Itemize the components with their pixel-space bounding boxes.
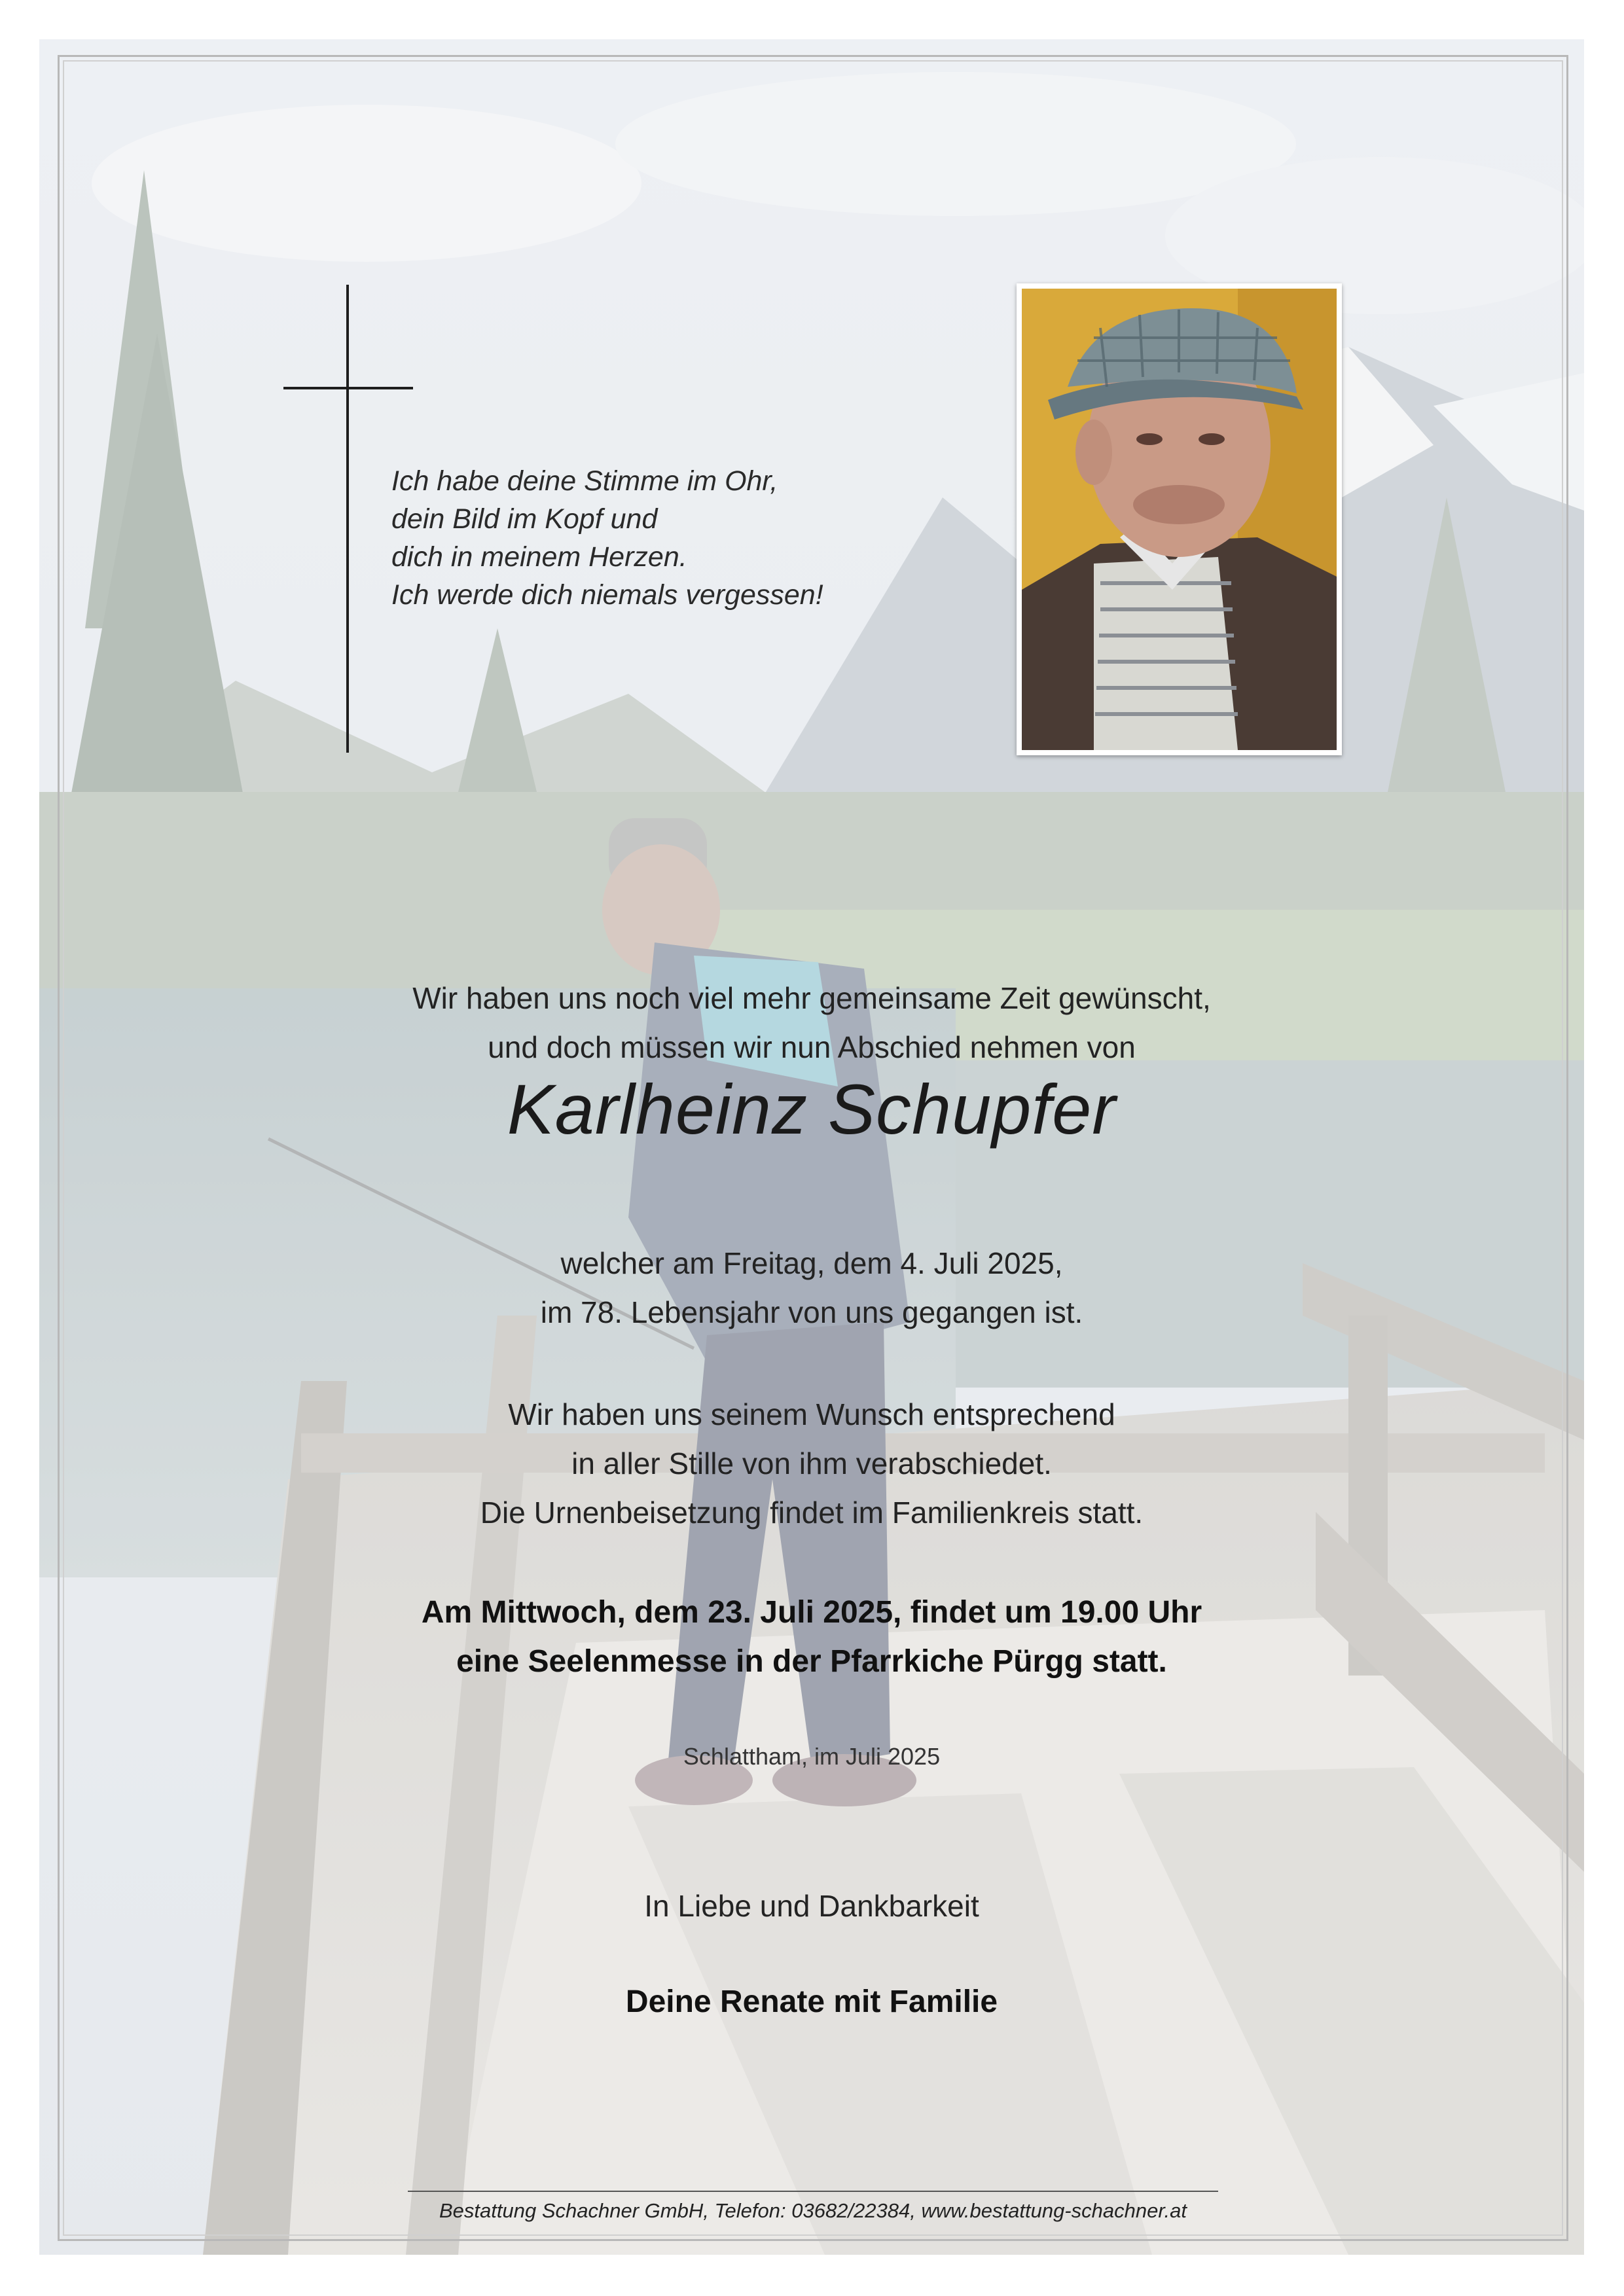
mass-line: eine Seelenmesse in der Pfarrkiche Pürgg statt.	[456, 1644, 1167, 1679]
death-date-text	[164, 1239, 1460, 1337]
death-line: im 78. Lebensjahr von uns gegangen ist.	[540, 1295, 1083, 1329]
memorial-mass-text	[164, 1588, 1460, 1686]
place-date-text: Schlattham, im Juli 2025	[683, 1743, 941, 1770]
poem-line: Ich habe deine Stimme im Ohr,	[391, 465, 778, 497]
footer-divider	[408, 2191, 1218, 2192]
family-line: Deine Renate mit Familie	[625, 1984, 998, 2019]
cross-vertical-bar	[346, 285, 349, 753]
memorial-poem	[391, 462, 981, 614]
poem-line: Ich werde dich niemals vergessen!	[391, 579, 823, 611]
family-signature	[164, 1982, 1460, 2022]
place-date	[164, 1741, 1460, 1772]
poem-line: dein Bild im Kopf und	[391, 503, 658, 535]
farewell-line: in aller Stille von ihm verabschiedet.	[571, 1446, 1052, 1480]
intro-text	[164, 974, 1460, 1072]
thanks-line: In Liebe und Dankbarkeit	[644, 1889, 979, 1923]
farewell-text	[164, 1390, 1460, 1537]
portrait-photo	[1017, 283, 1342, 755]
deceased-name-text: Karlheinz Schupfer	[507, 1069, 1117, 1149]
thanks-text	[164, 1886, 1460, 1926]
death-line: welcher am Freitag, dem 4. Juli 2025,	[560, 1246, 1063, 1280]
poem-line: dich in meinem Herzen.	[391, 541, 687, 573]
farewell-line: Die Urnenbeisetzung findet im Familienkreis statt.	[480, 1496, 1144, 1530]
mass-line: Am Mittwoch, dem 23. Juli 2025, findet um 19.00 Uhr	[421, 1595, 1202, 1630]
intro-line: und doch müssen wir nun Abschied nehmen von	[488, 1030, 1136, 1064]
deceased-name	[164, 1067, 1460, 1152]
footer-funeral-home: Bestattung Schachner GmbH, Telefon: 03682/22384, www.bestattung-schachner.at	[439, 2199, 1187, 2222]
intro-line: Wir haben uns noch viel mehr gemeinsame Zeit gewünscht,	[412, 981, 1211, 1015]
farewell-line: Wir haben uns seinem Wunsch entsprechend	[508, 1397, 1115, 1431]
cross-horizontal-bar	[283, 387, 413, 389]
